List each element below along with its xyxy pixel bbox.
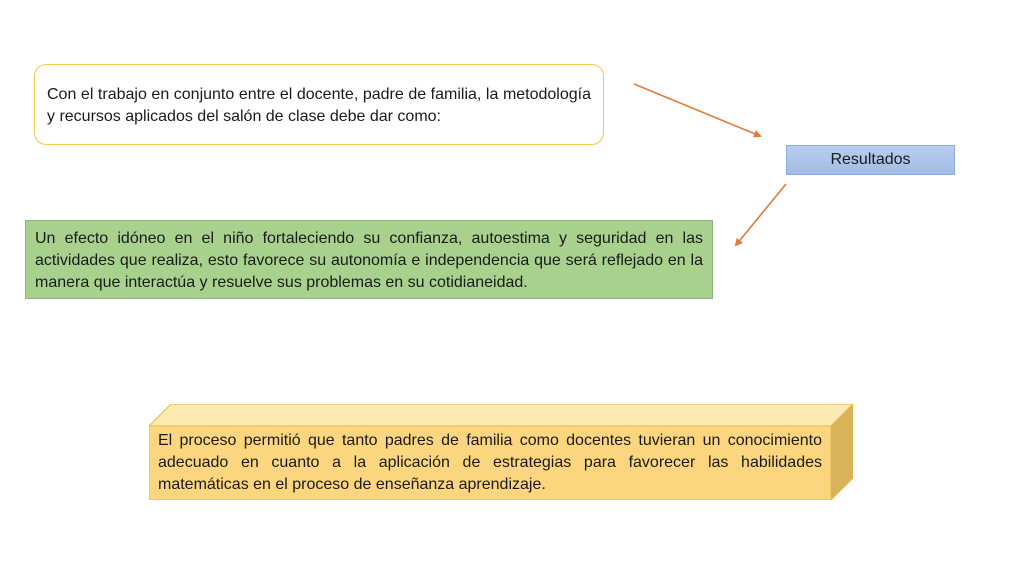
arrow-results-to-effect xyxy=(736,184,786,245)
intro-box xyxy=(34,64,604,145)
process-box-top-face xyxy=(149,404,853,426)
results-box xyxy=(786,145,955,175)
effect-box xyxy=(25,220,713,299)
results-label: Resultados xyxy=(830,151,911,168)
process-text: El proceso permitió que tanto padres de familia como docentes tuvieran un conocimiento adecuado en cuanto a la aplicación de estrategias para favorecer las habilidades matemáticas en el proceso de enseñanza aprendizaje. xyxy=(158,432,822,493)
process-text-box xyxy=(158,430,822,500)
intro-text: Con el trabajo en conjunto entre el docente, padre de familia, la metodología y recursos aplicados del salón de clase debe dar como: xyxy=(47,86,591,125)
effect-text: Un efecto idóneo en el niño fortaleciendo su confianza, autoestima y seguridad en las actividades que realiza, esto favorece su autonomía e independencia que será reflejado en la manera que interactúa y resuelve sus problemas en su cotidianeidad. xyxy=(35,230,703,291)
process-box-3d xyxy=(149,404,853,500)
arrow-intro-to-results xyxy=(634,84,760,136)
